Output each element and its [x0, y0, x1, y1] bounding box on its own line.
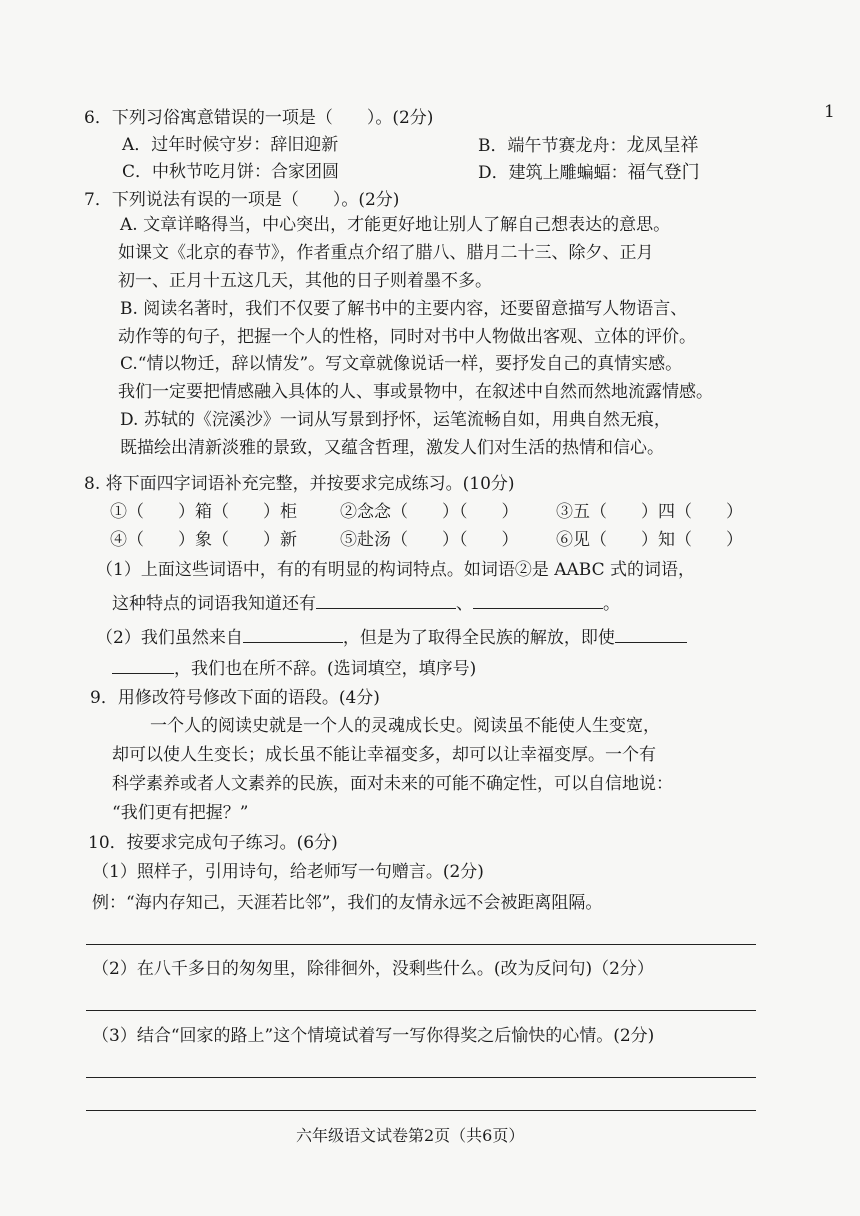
q8-sub1-line2 [112, 594, 620, 613]
q8-idiom-5: ⑤赴汤（ ）（ ） [340, 530, 519, 550]
q6-option-c: C．中秋节吃月饼：合家团圆 [122, 162, 340, 182]
q10-sub3-answer-line-2[interactable] [86, 1110, 756, 1111]
q6-option-d [478, 164, 700, 182]
q10-sub1: （1）照样子，引用诗句，给老师写一句赠言。(2分) [92, 862, 484, 882]
q6-option-b [478, 137, 699, 155]
q8-stem: 8. 将下面四字词语补充完整，并按要求完成练习。(10分) [84, 474, 515, 494]
q8-sub1-blank-1[interactable] [316, 594, 456, 609]
q9-stem: 9．用修改符号修改下面的语段。(4分) [90, 688, 380, 708]
q9-line: 一个人的阅读史就是一个人的灵魂成长史。阅读虽不能使人生变宽， [150, 716, 660, 736]
q7-line: A. 文章详略得当，中心突出，才能更好地让别人了解自己想表达的意思。 [120, 215, 671, 235]
q10-sub3: （3）结合“回家的路上”这个情境试着写一写你得奖之后愉快的心情。(2分) [92, 1026, 655, 1046]
q8-idiom-3: ③五（ ）四（ ） [556, 502, 743, 522]
q8-idiom-2: ②念念（ ）（ ） [340, 502, 519, 522]
q8-sub2-line1 [96, 628, 687, 647]
q8-sub1-blank-2[interactable] [473, 594, 603, 609]
q10-sub1-answer-line[interactable] [86, 944, 756, 945]
q8-sub1-end: 。 [603, 594, 620, 614]
q7-line: 我们一定要把情感融入具体的人、事或景物中，在叙述中自然而然地流露情感。 [118, 382, 713, 402]
q8-idiom-1: ①（ ）箱（ ）柜 [110, 502, 297, 522]
q8-idiom-6: ⑥见（ ）知（ ） [556, 530, 743, 550]
q7-stem: 7．下列说法有误的一项是（ ）。(2分) [84, 190, 400, 210]
q8-sub2-blank-2[interactable] [615, 628, 687, 643]
q8-sub1-separator: 、 [456, 594, 473, 614]
q8-sub2-prompt-b: ，但是为了取得全民族的解放，即使 [342, 628, 615, 648]
q8-sub2-blank-3[interactable] [112, 659, 174, 674]
q8-sub1-line1: （1）上面这些词语中，有的有明显的构词特点。如词语②是 AABC 式的词语， [96, 560, 695, 580]
q9-line: 科学素养或者人文素养的民族，面对未来的可能不确定性，可以自信地说： [112, 774, 673, 794]
q8-sub2-line2 [112, 659, 476, 678]
q6-option-d-handwritten: 福气登门 [627, 162, 700, 183]
q7-line: D. 苏轼的《浣溪沙》一词从写景到抒怀，运笔流畅自如，用典自然无痕， [120, 410, 671, 430]
q7-line: 初一、正月十五这几天，其他的日子则着墨不多。 [118, 271, 492, 291]
q10-stem: 10．按要求完成句子练习。(6分) [88, 833, 338, 853]
q6-option-b-text: B．端午节赛龙舟： [478, 136, 627, 156]
q6-stem: 6．下列习俗寓意错误的一项是（ ）。(2分) [84, 108, 434, 128]
q7-line: C.“情以物迁，辞以情发”。写文章就像说话一样，要抒发自己的真情实感。 [120, 354, 683, 374]
q10-sub2: （2）在八千多日的匆匆里，除徘徊外，没剩些什么。(改为反问句)（2分） [92, 959, 654, 979]
q6-option-d-text: D．建筑上雕蝙蝠： [478, 163, 628, 183]
q10-sub3-answer-line-1[interactable] [86, 1077, 756, 1078]
q8-idiom-4: ④（ ）象（ ）新 [110, 530, 297, 550]
q10-sub2-answer-line[interactable] [86, 1010, 756, 1011]
q6-option-b-handwritten: 龙凤呈祥 [626, 135, 699, 156]
q8-sub2-prompt-c: ，我们也在所不辞。(选词填空，填序号) [174, 659, 477, 679]
q8-sub2-prompt-a: （2）我们虽然来自 [96, 628, 243, 648]
q8-sub1-prompt: 这种特点的词语我知道还有 [112, 594, 316, 614]
q9-line: 却可以使人生变长；成长虽不能让幸福变多，却可以让幸福变厚。一个有 [112, 745, 656, 765]
q10-example: 例：“海内存知己，天涯若比邻”，我们的友情永远不会被距离阻隔。 [92, 893, 603, 913]
q8-sub2-blank-1[interactable] [243, 628, 343, 643]
q7-line: 既描绘出清新淡雅的景致，又蕴含哲理，激发人们对生活的热情和信心。 [120, 438, 664, 458]
q7-line: B. 阅读名著时，我们不仅要了解书中的主要内容，还要留意描写人物语言、 [120, 299, 688, 319]
q6-option-a: A．过年时候守岁：辞旧迎新 [122, 135, 339, 155]
page-corner-mark: 1 [824, 102, 835, 122]
q7-line: 如课文《北京的春节》，作者重点介绍了腊八、腊月二十三、除夕、正月 [118, 243, 654, 263]
page-footer: 六年级语文试卷第2页（共6页） [296, 1126, 525, 1145]
q7-line: 动作等的句子，把握一个人的性格，同时对书中人物做出客观、立体的评价。 [118, 327, 696, 347]
q9-line: “我们更有把握？” [112, 803, 249, 823]
